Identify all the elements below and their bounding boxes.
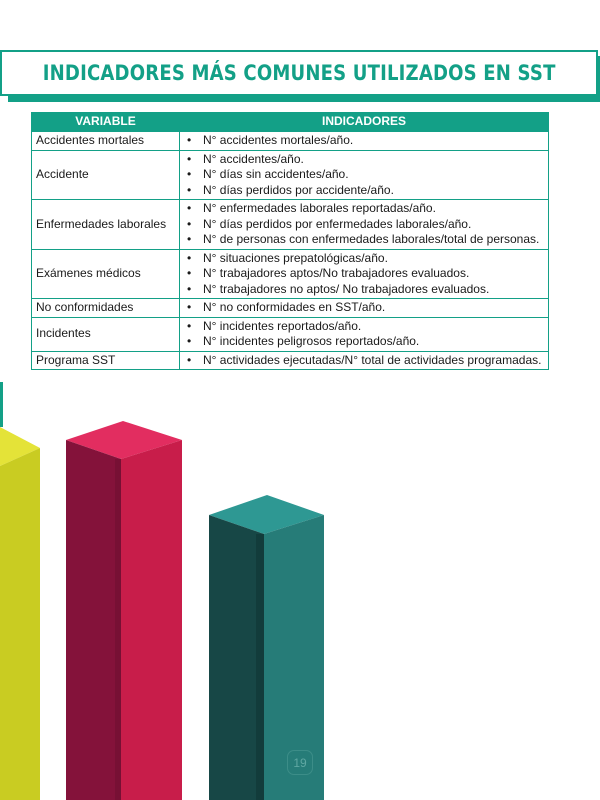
table-row — [32, 200, 549, 250]
page-title: INDICADORES MÁS COMUNES UTILIZADOS EN SST — [42, 61, 556, 85]
table-header-row — [32, 113, 549, 132]
table-row — [32, 150, 549, 200]
indicator-item: • N° días perdidos por enfermedades laborales/año. — [184, 217, 544, 233]
indicator-item: • N° trabajadores aptos/No trabajadores evaluados. — [184, 266, 544, 282]
lime-bar — [0, 382, 40, 800]
table-row — [32, 299, 549, 318]
indicator-item: • N° actividades ejecutadas/N° total de actividades programadas. — [184, 353, 544, 369]
indicators-cell — [180, 150, 549, 200]
header-variable: VARIABLE — [32, 113, 180, 132]
title-banner — [0, 50, 598, 96]
table-row — [32, 351, 549, 370]
variable-cell: No conformidades — [32, 299, 180, 318]
indicator-item: • N° accidentes/año. — [184, 152, 544, 168]
indicators-cell — [180, 351, 549, 370]
indicators-table — [31, 112, 549, 370]
indicators-cell — [180, 317, 549, 351]
variable-cell: Enfermedades laborales — [32, 200, 180, 250]
table-row — [32, 132, 549, 151]
variable-cell: Accidente — [32, 150, 180, 200]
header-indicadores: INDICADORES — [180, 113, 549, 132]
indicators-cell — [180, 132, 549, 151]
indicator-item: • N° enfermedades laborales reportadas/año. — [184, 201, 544, 217]
indicator-item: • N° incidentes reportados/año. — [184, 319, 544, 335]
indicator-item: • N° días sin accidentes/año. — [184, 167, 544, 183]
table-row — [32, 249, 549, 299]
indicators-cell — [180, 249, 549, 299]
variable-cell: Incidentes — [32, 317, 180, 351]
crimson-bar — [66, 421, 182, 800]
indicator-item: • N° de personas con enfermedades laborales/total de personas. — [184, 232, 544, 248]
variable-cell: Exámenes médicos — [32, 249, 180, 299]
indicator-item: • N° trabajadores no aptos/ No trabajadores evaluados. — [184, 282, 544, 298]
variable-cell: Programa SST — [32, 351, 180, 370]
variable-cell: Accidentes mortales — [32, 132, 180, 151]
decorative-3d-bars — [0, 370, 600, 800]
indicators-cell — [180, 200, 549, 250]
page-number: 19 — [287, 750, 313, 775]
indicator-item: • N° días perdidos por accidente/año. — [184, 183, 544, 199]
indicator-item: • N° accidentes mortales/año. — [184, 133, 544, 149]
indicator-item: • N° situaciones prepatológicas/año. — [184, 251, 544, 267]
table-row — [32, 317, 549, 351]
indicators-cell — [180, 299, 549, 318]
indicator-item: • N° incidentes peligrosos reportados/año. — [184, 334, 544, 350]
indicator-item: • N° no conformidades en SST/año. — [184, 300, 544, 316]
